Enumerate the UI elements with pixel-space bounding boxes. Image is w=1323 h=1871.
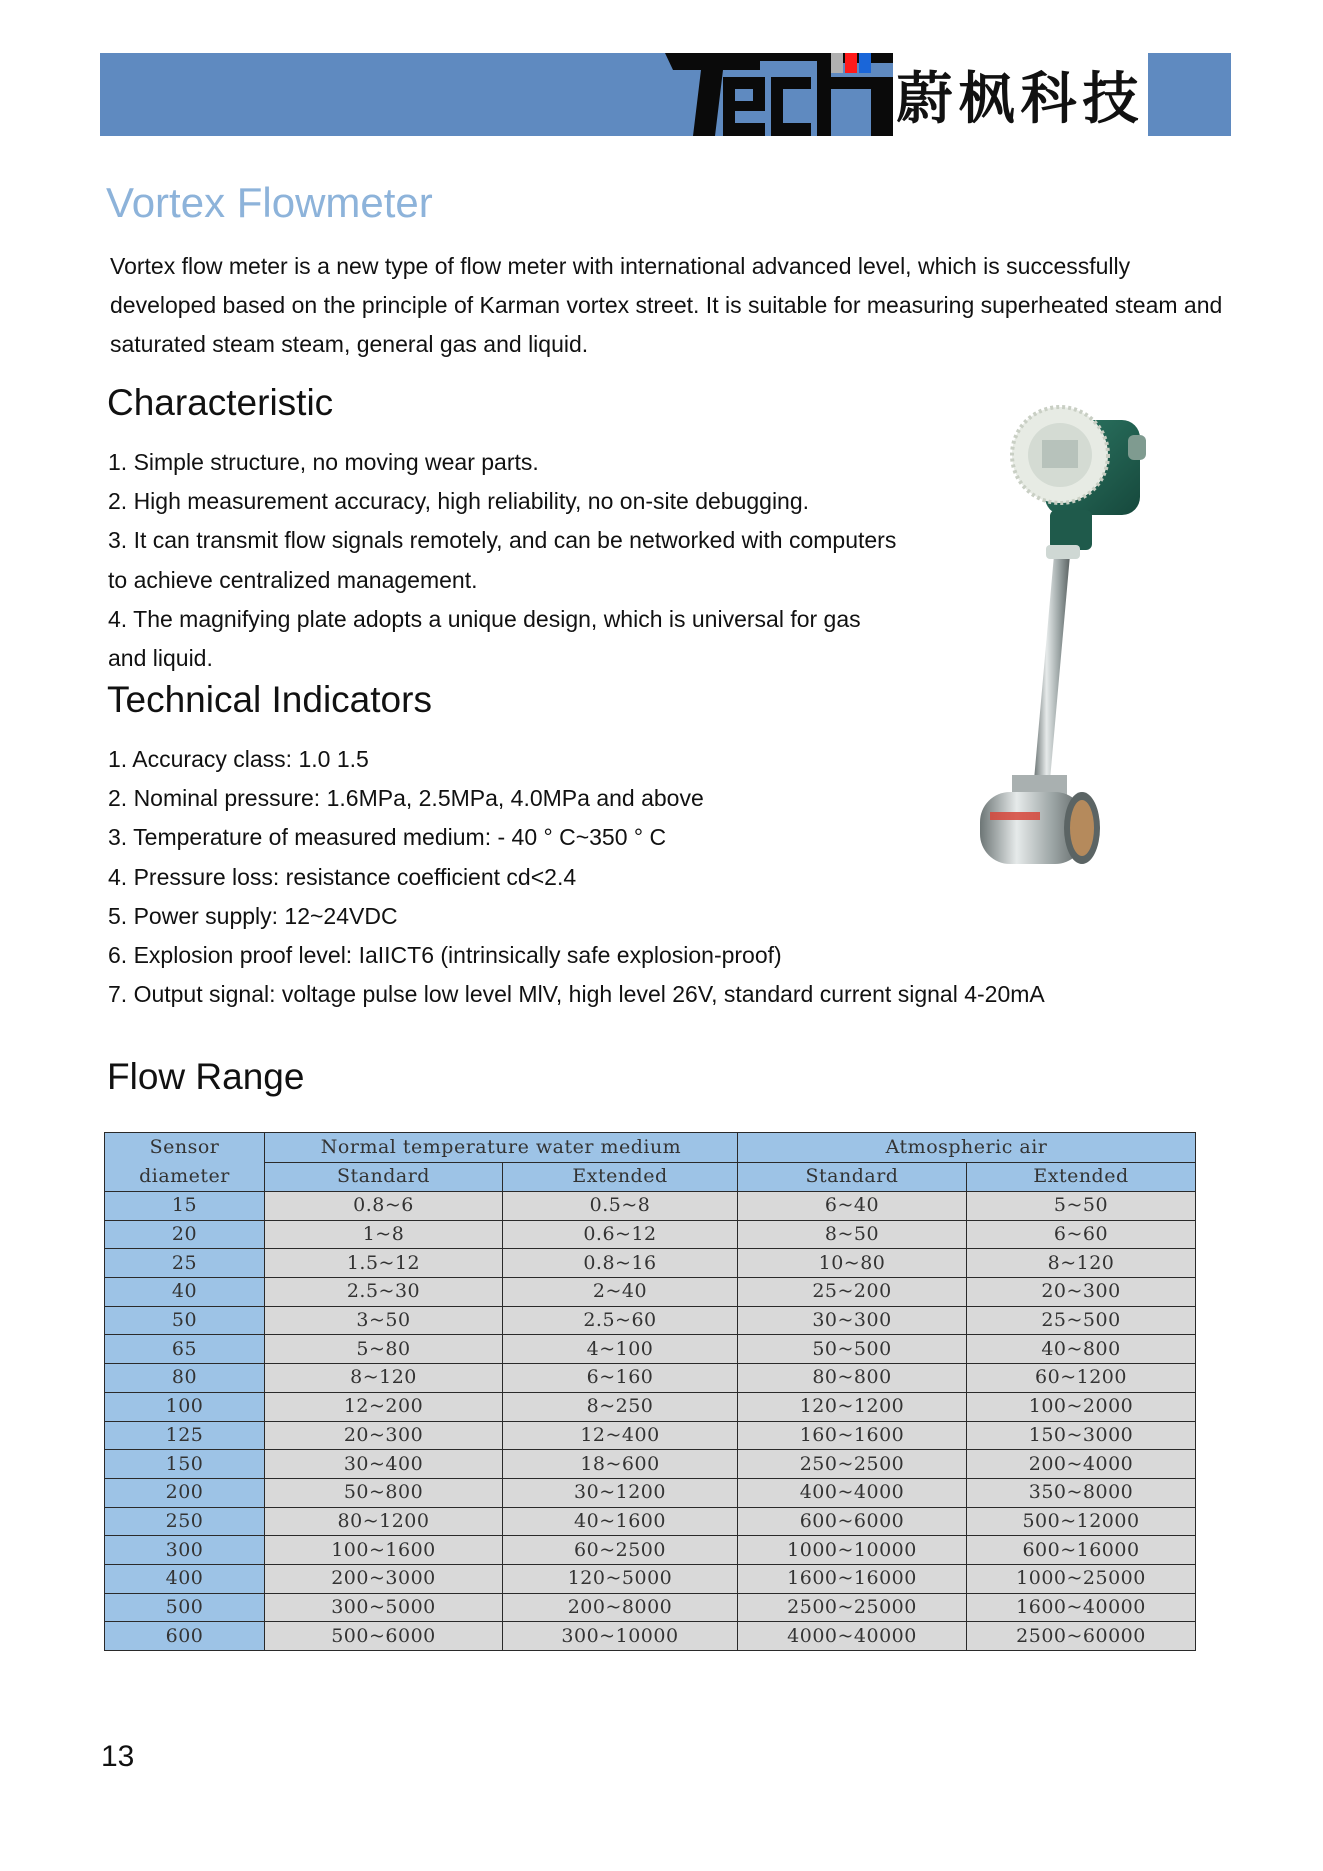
flow-range-cell: 25~500 <box>967 1306 1196 1335</box>
flow-range-cell: 400~4000 <box>738 1478 967 1507</box>
air-extended-header: Extended <box>967 1162 1196 1192</box>
table-row <box>105 1220 1196 1249</box>
header-text: diameter <box>139 1165 230 1187</box>
flow-range-cell: 0.5~8 <box>503 1192 738 1221</box>
flow-range-cell: 1000~10000 <box>738 1536 967 1565</box>
sensor-diameter-cell: 300 <box>105 1536 265 1565</box>
sensor-diameter-cell: 600 <box>105 1622 265 1651</box>
sensor-diameter-cell: 125 <box>105 1421 265 1450</box>
flow-range-cell: 1600~40000 <box>967 1593 1196 1622</box>
sensor-diameter-cell: 80 <box>105 1364 265 1393</box>
flow-range-cell: 600~6000 <box>738 1507 967 1536</box>
flow-range-cell: 1~8 <box>265 1220 503 1249</box>
intro-line: developed based on the principle of Karman vortex street. It is suitable for measuring superheated steam and <box>110 292 1223 318</box>
flow-range-cell: 0.6~12 <box>503 1220 738 1249</box>
flow-range-cell: 60~1200 <box>967 1364 1196 1393</box>
table-row <box>105 1278 1196 1307</box>
table-row <box>105 1392 1196 1421</box>
water-standard-header: Standard <box>265 1162 503 1192</box>
water-medium-header: Normal temperature water medium <box>265 1133 738 1163</box>
flow-range-table <box>104 1132 1196 1651</box>
flow-range-cell: 8~250 <box>503 1392 738 1421</box>
flow-range-cell: 80~1200 <box>265 1507 503 1536</box>
flow-range-cell: 2500~25000 <box>738 1593 967 1622</box>
flow-range-cell: 300~10000 <box>503 1622 738 1651</box>
flow-range-cell: 0.8~16 <box>503 1249 738 1278</box>
flow-range-cell: 1.5~12 <box>265 1249 503 1278</box>
flow-range-cell: 120~5000 <box>503 1564 738 1593</box>
flow-range-cell: 0.8~6 <box>265 1192 503 1221</box>
flow-range-cell: 4~100 <box>503 1335 738 1364</box>
flow-range-cell: 40~1600 <box>503 1507 738 1536</box>
flow-range-cell: 1600~16000 <box>738 1564 967 1593</box>
flow-range-cell: 200~4000 <box>967 1450 1196 1479</box>
flow-range-cell: 6~160 <box>503 1364 738 1393</box>
logo-accent-gray <box>831 53 843 73</box>
flow-range-cell: 160~1600 <box>738 1421 967 1450</box>
vortex-flowmeter-product-image <box>950 380 1170 870</box>
flow-range-cell: 2500~60000 <box>967 1622 1196 1651</box>
flow-range-cell: 18~600 <box>503 1450 738 1479</box>
intro-line: saturated steam steam, general gas and liquid. <box>110 331 589 357</box>
table-row <box>105 1335 1196 1364</box>
flow-range-cell: 3~50 <box>265 1306 503 1335</box>
sensor-diameter-header <box>105 1133 265 1192</box>
list-item: 5. Power supply: 12~24VDC <box>108 902 398 929</box>
table-row <box>105 1450 1196 1479</box>
page-number: 13 <box>101 1740 135 1773</box>
flow-range-cell: 20~300 <box>265 1421 503 1450</box>
flow-range-cell: 6~60 <box>967 1220 1196 1249</box>
flow-range-cell: 30~300 <box>738 1306 967 1335</box>
flow-range-table-body <box>105 1192 1196 1651</box>
flow-range-cell: 2~40 <box>503 1278 738 1307</box>
sensor-diameter-cell: 15 <box>105 1192 265 1221</box>
table-row <box>105 1192 1196 1221</box>
flow-range-cell: 50~800 <box>265 1478 503 1507</box>
air-standard-header: Standard <box>738 1162 967 1192</box>
logo-accent-red <box>845 53 857 73</box>
flow-range-cell: 40~800 <box>967 1335 1196 1364</box>
flow-range-cell: 300~5000 <box>265 1593 503 1622</box>
flow-range-cell: 250~2500 <box>738 1450 967 1479</box>
list-item: 4. The magnifying plate adopts a unique design, which is universal for gas <box>108 605 861 632</box>
flow-range-cell: 50~500 <box>738 1335 967 1364</box>
flow-range-cell: 80~800 <box>738 1364 967 1393</box>
table-row <box>105 1507 1196 1536</box>
list-item: 4. Pressure loss: resistance coefficient cd<2.4 <box>108 863 577 890</box>
flow-range-cell: 4000~40000 <box>738 1622 967 1651</box>
company-name-chinese: 蔚枫科技 <box>893 53 1148 136</box>
sensor-diameter-cell: 400 <box>105 1564 265 1593</box>
characteristic-heading: Characteristic <box>107 382 334 423</box>
technical-indicators-heading: Technical Indicators <box>107 679 432 720</box>
logo-accent-blue <box>859 53 871 73</box>
sensor-diameter-cell: 250 <box>105 1507 265 1536</box>
table-subheader-row <box>105 1162 1196 1192</box>
flow-range-cell: 600~16000 <box>967 1536 1196 1565</box>
water-extended-header: Extended <box>503 1162 738 1192</box>
intro-line: Vortex flow meter is a new type of flow meter with international advanced level, which is successfully <box>110 253 1131 279</box>
list-item: 3. Temperature of measured medium: - 40 ° C~350 ° C <box>108 824 667 851</box>
company-logo <box>665 53 893 136</box>
flow-range-cell: 25~200 <box>738 1278 967 1307</box>
flow-range-cell: 5~80 <box>265 1335 503 1364</box>
sensor-diameter-cell: 25 <box>105 1249 265 1278</box>
sensor-diameter-cell: 50 <box>105 1306 265 1335</box>
list-item: 1. Simple structure, no moving wear parts. <box>108 449 539 475</box>
list-item: 7. Output signal: voltage pulse low level MlV, high level 26V, standard current signal 4-20mA <box>108 981 1045 1008</box>
flow-range-cell: 12~400 <box>503 1421 738 1450</box>
flow-range-cell: 2.5~30 <box>265 1278 503 1307</box>
flow-range-cell: 30~400 <box>265 1450 503 1479</box>
table-row <box>105 1478 1196 1507</box>
flow-range-cell: 120~1200 <box>738 1392 967 1421</box>
flow-range-cell: 100~2000 <box>967 1392 1196 1421</box>
table-header-row <box>105 1133 1196 1163</box>
flow-range-cell: 8~50 <box>738 1220 967 1249</box>
list-item: and liquid. <box>108 645 213 672</box>
list-item: 3. It can transmit flow signals remotely, and can be networked with computers <box>108 527 897 554</box>
sensor-diameter-cell: 20 <box>105 1220 265 1249</box>
characteristic-list <box>108 443 896 678</box>
page-title: Vortex Flowmeter <box>106 179 433 226</box>
flow-range-cell: 100~1600 <box>265 1536 503 1565</box>
flow-range-cell: 200~3000 <box>265 1564 503 1593</box>
sensor-diameter-cell: 200 <box>105 1478 265 1507</box>
flow-range-cell: 60~2500 <box>503 1536 738 1565</box>
flow-range-cell: 500~6000 <box>265 1622 503 1651</box>
list-item: 2. High measurement accuracy, high reliability, no on-site debugging. <box>108 488 810 515</box>
flow-range-cell: 20~300 <box>967 1278 1196 1307</box>
flow-range-cell: 350~8000 <box>967 1478 1196 1507</box>
list-item: 1. Accuracy class: 1.0 1.5 <box>108 746 369 772</box>
tech-logo-icon <box>665 53 893 136</box>
table-row <box>105 1622 1196 1651</box>
sensor-diameter-cell: 500 <box>105 1593 265 1622</box>
sensor-diameter-cell: 100 <box>105 1392 265 1421</box>
table-row <box>105 1593 1196 1622</box>
table-row <box>105 1249 1196 1278</box>
flow-range-cell: 6~40 <box>738 1192 967 1221</box>
flow-range-cell: 8~120 <box>265 1364 503 1393</box>
flow-range-heading: Flow Range <box>107 1056 305 1097</box>
sensor-diameter-cell: 150 <box>105 1450 265 1479</box>
sensor-diameter-cell: 65 <box>105 1335 265 1364</box>
intro-paragraph <box>110 247 1310 364</box>
table-row <box>105 1306 1196 1335</box>
flow-range-cell: 30~1200 <box>503 1478 738 1507</box>
table-row <box>105 1364 1196 1393</box>
flow-range-cell: 5~50 <box>967 1192 1196 1221</box>
flow-range-cell: 200~8000 <box>503 1593 738 1622</box>
list-item: 6. Explosion proof level: IaIICT6 (intrinsically safe explosion-proof) <box>108 942 782 969</box>
flow-range-cell: 10~80 <box>738 1249 967 1278</box>
table-row <box>105 1536 1196 1565</box>
list-item: 2. Nominal pressure: 1.6MPa, 2.5MPa, 4.0MPa and above <box>108 785 704 812</box>
table-row <box>105 1564 1196 1593</box>
flow-range-cell: 150~3000 <box>967 1421 1196 1450</box>
atmospheric-air-header: Atmospheric air <box>738 1133 1196 1163</box>
technical-indicators-list <box>108 740 1045 1014</box>
table-row <box>105 1421 1196 1450</box>
sensor-diameter-cell: 40 <box>105 1278 265 1307</box>
flow-range-cell: 500~12000 <box>967 1507 1196 1536</box>
list-item: to achieve centralized management. <box>108 566 478 593</box>
flow-range-cell: 1000~25000 <box>967 1564 1196 1593</box>
flow-range-cell: 8~120 <box>967 1249 1196 1278</box>
flow-range-cell: 12~200 <box>265 1392 503 1421</box>
header-text: Sensor <box>149 1136 220 1158</box>
flow-range-cell: 2.5~60 <box>503 1306 738 1335</box>
header-banner-end <box>1148 53 1231 136</box>
